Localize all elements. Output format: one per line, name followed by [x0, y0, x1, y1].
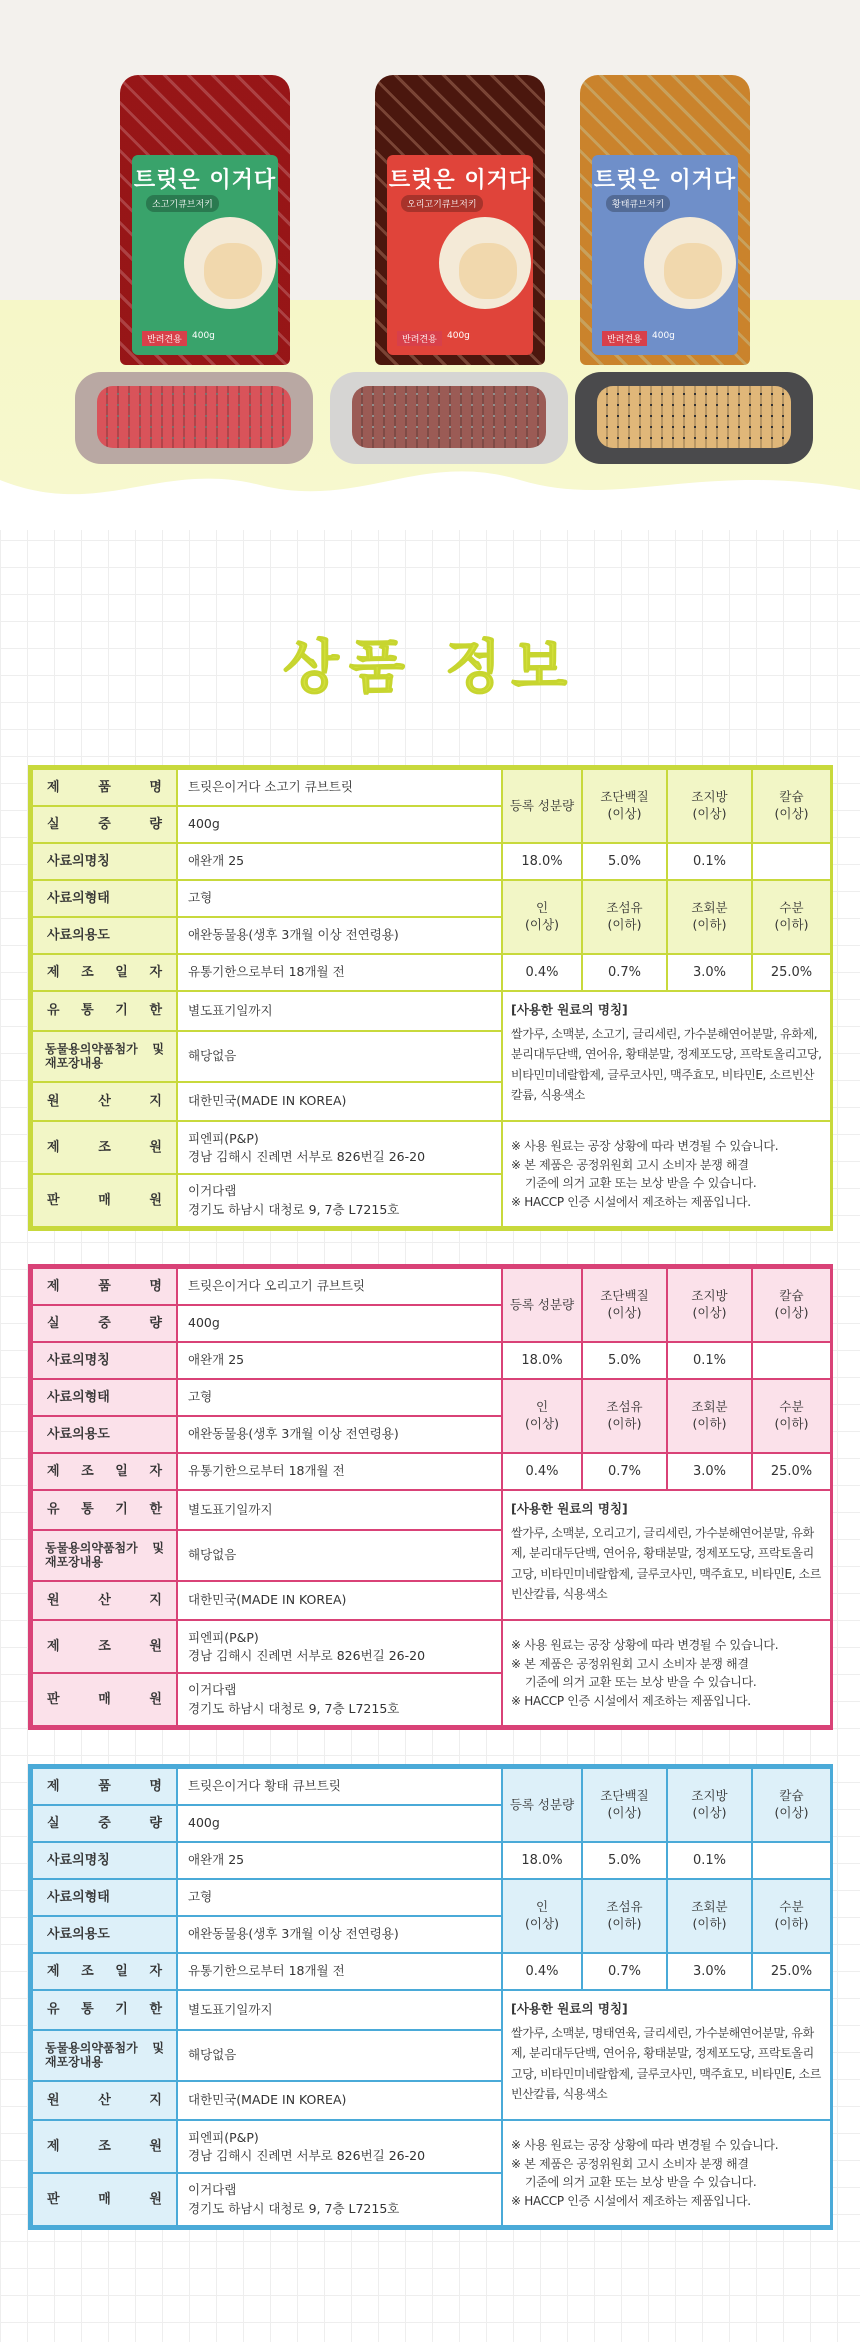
- seller-address: 경기도 하남시 대청로 9, 7층 L7215호: [188, 1700, 400, 1716]
- label-origin: 원 산 지: [32, 1581, 177, 1621]
- seller-address: 경기도 하남시 대청로 9, 7층 L7215호: [188, 2200, 400, 2216]
- nutrient-header-calcium: 칼슘 (이상): [752, 1268, 831, 1342]
- manufacturer-value: [177, 2120, 502, 2173]
- product-info-table-pollack: [28, 1764, 833, 2230]
- manufacturer-address: 경남 김해시 진례면 서부로 826번길 26-20: [188, 1647, 426, 1663]
- nutrient-header-calcium: 칼슘 (이상): [752, 769, 831, 843]
- bag-weight: 400g: [447, 331, 470, 341]
- origin-value: 대한민국(MADE IN KOREA): [177, 1581, 502, 1621]
- plate-treats: [97, 386, 291, 448]
- label-seller: 판 매 원: [32, 1673, 177, 1726]
- nutrient-value-fiber: 0.7%: [582, 1453, 667, 1490]
- additives-value: 해당없음: [177, 1031, 502, 1082]
- plate-treats: [352, 386, 546, 448]
- sheep-face-icon: [204, 243, 262, 299]
- registered-text: 등록 성분량: [509, 1296, 575, 1312]
- nutrient-value-ash: 3.0%: [667, 1953, 752, 1990]
- manufacturer-name: 피엔피(P&P): [188, 1130, 259, 1146]
- nutrient-value-protein: 18.0%: [502, 1842, 582, 1879]
- nutrient-header-fat: 조지방 (이상): [667, 769, 752, 843]
- label-feed-form: 사료의형태: [32, 880, 177, 917]
- product-name-value: 트릿은이거다 소고기 큐브트릿: [177, 769, 502, 806]
- product-name-value: 트릿은이거다 황태 큐브트릿: [177, 1768, 502, 1805]
- bag-weight-tag: 반려견용: [142, 331, 187, 346]
- nutrient-header-phosphorus: 인 (이상): [502, 1879, 582, 1953]
- label-registered-nutrients: [502, 769, 582, 843]
- ingredients-title: [사용한 원료의 명칭]: [511, 1500, 628, 1516]
- nutrient-value-fiber: 0.7%: [582, 1953, 667, 1990]
- notice-cell: [502, 1121, 831, 1227]
- ingredients-list: 쌀가루, 소맥분, 소고기, 글리세린, 가수분해연어분말, 유화제, 분리대두단백, 연어유, 황태분말, 정제포도당, 프락토올리고당, 비타민미네랄합제, 글루코사민, 맥주효모, 비타민E, 소르빈산칼륨, 식용색소: [511, 1026, 822, 1102]
- ingredients-list: 쌀가루, 소맥분, 명태연육, 글리세린, 가수분해연어분말, 유화제, 분리대두단백, 연어유, 황태분말, 정제포도당, 프락토올리고당, 비타민미네랄합제, 글루코사민, 맥주효모, 비타민E, 소르빈산칼륨, 식용색소: [511, 2025, 821, 2101]
- feed-name-value: 애완개 25: [177, 1342, 502, 1379]
- manufacturer-address: 경남 김해시 진례면 서부로 826번길 26-20: [188, 1148, 426, 1164]
- expiry-value: 별도표기일까지: [177, 991, 502, 1031]
- sheep-face-icon: [664, 243, 722, 299]
- mfg-date-value: 유통기한으로부터 18개월 전: [177, 1953, 502, 1990]
- nutrient-value-phosphorus: 0.4%: [502, 1953, 582, 1990]
- nutrient-header-fiber: 조섬유 (이하): [582, 880, 667, 954]
- nutrient-header-protein: 조단백질 (이상): [582, 1268, 667, 1342]
- bag-weight-tag: 반려견용: [602, 331, 647, 346]
- ingredients-cell: [502, 991, 831, 1122]
- label-registered-nutrients: [502, 1768, 582, 1842]
- label-feed-form: 사료의형태: [32, 1379, 177, 1416]
- label-origin: 원 산 지: [32, 2081, 177, 2121]
- product-bag: [375, 75, 545, 365]
- product-name-value: 트릿은이거다 오리고기 큐브트릿: [177, 1268, 502, 1305]
- feed-form-value: 고형: [177, 1379, 502, 1416]
- nutrient-header-calcium: 칼슘 (이상): [752, 1768, 831, 1842]
- label-additives: 동물용의약품첨가 및 재포장내용: [32, 2030, 177, 2081]
- label-weight: 실 중 량: [32, 806, 177, 843]
- nutrient-header-moisture: 수분 (이하): [752, 880, 831, 954]
- label-origin: 원 산 지: [32, 1082, 177, 1122]
- nutrient-header-moisture: 수분 (이하): [752, 1379, 831, 1453]
- seller-value: [177, 2173, 502, 2226]
- label-mfg-date: 제 조 일 자: [32, 1453, 177, 1490]
- nutrient-value-protein: 18.0%: [502, 1342, 582, 1379]
- label-product-name: 제 품 명: [32, 1268, 177, 1305]
- seller-address: 경기도 하남시 대청로 9, 7층 L7215호: [188, 1201, 400, 1217]
- nutrient-value-calcium: 0.1%: [667, 1842, 752, 1879]
- nutrient-header-ash: 조회분 (이하): [667, 1879, 752, 1953]
- bag-brand: 트릿은 이거다: [388, 168, 532, 193]
- label-product-name: 제 품 명: [32, 1768, 177, 1805]
- ingredients-cell: [502, 1990, 831, 2121]
- notice-cell: [502, 1620, 831, 1726]
- label-expiry: 유 통 기 한: [32, 1490, 177, 1530]
- mfg-date-value: 유통기한으로부터 18개월 전: [177, 954, 502, 991]
- label-registered-nutrients: [502, 1268, 582, 1342]
- label-feed-form: 사료의형태: [32, 1879, 177, 1916]
- label-feed-use: 사료의용도: [32, 1916, 177, 1953]
- product-bag: [580, 75, 750, 365]
- nutrient-value-ash: 3.0%: [667, 1453, 752, 1490]
- sheep-face-icon: [459, 243, 517, 299]
- ingredients-title: [사용한 원료의 명칭]: [511, 1001, 628, 1017]
- expiry-value: 별도표기일까지: [177, 1490, 502, 1530]
- notice-line: ※ 본 제품은 공정위원회 고시 소비자 분쟁 해결: [511, 1157, 749, 1172]
- nutrient-value-fiber: 0.7%: [582, 954, 667, 991]
- label-expiry: 유 통 기 한: [32, 1990, 177, 2030]
- bag-subtitle: 오리고기큐브저키: [401, 195, 483, 212]
- nutrient-value-protein: 18.0%: [502, 843, 582, 880]
- nutrient-header-fat: 조지방 (이상): [667, 1268, 752, 1342]
- label-feed-use: 사료의용도: [32, 1416, 177, 1453]
- notice-line: ※ 본 제품은 공정위원회 고시 소비자 분쟁 해결: [511, 2156, 749, 2171]
- nutrient-value-moisture: 25.0%: [752, 1953, 831, 1990]
- nutrient-header-protein: 조단백질 (이상): [582, 1768, 667, 1842]
- origin-value: 대한민국(MADE IN KOREA): [177, 1082, 502, 1122]
- hero-product-photo: [0, 0, 860, 530]
- feed-form-value: 고형: [177, 880, 502, 917]
- registered-text: 등록 성분량: [509, 1796, 575, 1812]
- ingredients-list: 쌀가루, 소맥분, 오리고기, 글리세린, 가수분해연어분말, 유화제, 분리대두단백, 연어유, 황태분말, 정제포도당, 프락토올리고당, 비타민미네랄합제, 글루코사민, 맥주효모, 비타민E, 소르빈산칼륨, 식용색소: [511, 1525, 821, 1601]
- notice-line: 기준에 의거 교환 또는 보상 받을 수 있습니다.: [525, 2175, 757, 2190]
- nutrient-header-ash: 조회분 (이하): [667, 880, 752, 954]
- label-seller: 판 매 원: [32, 1174, 177, 1227]
- expiry-value: 별도표기일까지: [177, 1990, 502, 2030]
- seller-value: [177, 1174, 502, 1227]
- nutrient-header-phosphorus: 인 (이상): [502, 880, 582, 954]
- seller-name: 이거다랩: [188, 1183, 237, 1199]
- notice-line: 기준에 의거 교환 또는 보상 받을 수 있습니다.: [525, 1176, 757, 1191]
- seller-value: [177, 1673, 502, 1726]
- notice-line: ※ HACCP 인증 시설에서 제조하는 제품입니다.: [511, 2193, 751, 2208]
- nutrient-value-moisture: 25.0%: [752, 1453, 831, 1490]
- bag-weight: 400g: [652, 331, 675, 341]
- label-feed-name: 사료의명칭: [32, 1842, 177, 1879]
- bag-weight: 400g: [192, 331, 215, 341]
- ingredients-cell: [502, 1490, 831, 1621]
- feed-name-value: 애완개 25: [177, 843, 502, 880]
- nutrient-header-fat: 조지방 (이상): [667, 1768, 752, 1842]
- bag-label: [132, 155, 278, 355]
- nutrient-value-phosphorus: 0.4%: [502, 954, 582, 991]
- nutrient-value-fat: 5.0%: [582, 1842, 667, 1879]
- product-bag: [120, 75, 290, 365]
- feed-use-value: 애완동물용(생후 3개월 이상 전연령용): [177, 1916, 502, 1953]
- nutrient-value-ash: 3.0%: [667, 954, 752, 991]
- ingredients-title: [사용한 원료의 명칭]: [511, 2000, 628, 2016]
- nutrient-value-phosphorus: 0.4%: [502, 1453, 582, 1490]
- weight-value: 400g: [177, 1805, 502, 1842]
- label-weight: 실 중 량: [32, 1805, 177, 1842]
- seller-name: 이거다랩: [188, 1682, 237, 1698]
- feed-use-value: 애완동물용(생후 3개월 이상 전연령용): [177, 917, 502, 954]
- nutrient-header-protein: 조단백질 (이상): [582, 769, 667, 843]
- label-manufacturer: 제 조 원: [32, 1121, 177, 1174]
- additives-value: 해당없음: [177, 2030, 502, 2081]
- hero-wave-divider: [0, 440, 860, 530]
- mfg-date-value: 유통기한으로부터 18개월 전: [177, 1453, 502, 1490]
- label-seller: 판 매 원: [32, 2173, 177, 2226]
- label-weight: 실 중 량: [32, 1305, 177, 1342]
- feed-name-value: 애완개 25: [177, 1842, 502, 1879]
- label-manufacturer: 제 조 원: [32, 1620, 177, 1673]
- label-expiry: 유 통 기 한: [32, 991, 177, 1031]
- label-additives: 동물용의약품첨가 및 재포장내용: [32, 1530, 177, 1581]
- seller-name: 이거다랩: [188, 2182, 237, 2198]
- notice-line: ※ HACCP 인증 시설에서 제조하는 제품입니다.: [511, 1194, 751, 1209]
- label-manufacturer: 제 조 원: [32, 2120, 177, 2173]
- nutrient-value-calcium: 0.1%: [667, 1342, 752, 1379]
- nutrient-header-ash: 조회분 (이하): [667, 1379, 752, 1453]
- label-additives: 동물용의약품첨가 및 재포장내용: [32, 1031, 177, 1082]
- bag-label: [387, 155, 533, 355]
- nutrient-header-moisture: 수분 (이하): [752, 1879, 831, 1953]
- label-feed-name: 사료의명칭: [32, 843, 177, 880]
- notice-cell: [502, 2120, 831, 2226]
- page-title: 상품 정보: [282, 633, 578, 701]
- manufacturer-value: [177, 1620, 502, 1673]
- product-info-table-duck: [28, 1264, 833, 1730]
- label-mfg-date: 제 조 일 자: [32, 1953, 177, 1990]
- plate-treats: [597, 386, 791, 448]
- bag-weight-tag: 반려견용: [397, 331, 442, 346]
- notice-line: 기준에 의거 교환 또는 보상 받을 수 있습니다.: [525, 1675, 757, 1690]
- bag-subtitle: 소고기큐브저키: [146, 195, 219, 212]
- product-info-table-beef: [28, 765, 833, 1231]
- manufacturer-name: 피엔피(P&P): [188, 2129, 259, 2145]
- label-product-name: 제 품 명: [32, 769, 177, 806]
- nutrient-value-fat: 5.0%: [582, 843, 667, 880]
- notice-line: ※ 본 제품은 공정위원회 고시 소비자 분쟁 해결: [511, 1656, 749, 1671]
- nutrient-header-fiber: 조섬유 (이하): [582, 1879, 667, 1953]
- manufacturer-name: 피엔피(P&P): [188, 1629, 259, 1645]
- nutrient-header-phosphorus: 인 (이상): [502, 1379, 582, 1453]
- label-feed-name: 사료의명칭: [32, 1342, 177, 1379]
- notice-line: ※ 사용 원료는 공장 상황에 따라 변경될 수 있습니다.: [511, 1138, 779, 1153]
- notice-line: ※ 사용 원료는 공장 상황에 따라 변경될 수 있습니다.: [511, 1637, 779, 1652]
- nutrient-value-fat: 5.0%: [582, 1342, 667, 1379]
- additives-value: 해당없음: [177, 1530, 502, 1581]
- bag-brand: 트릿은 이거다: [593, 168, 737, 193]
- nutrient-value-calcium: 0.1%: [667, 843, 752, 880]
- label-mfg-date: 제 조 일 자: [32, 954, 177, 991]
- feed-form-value: 고형: [177, 1879, 502, 1916]
- registered-text: 등록 성분량: [509, 797, 575, 813]
- nutrient-header-fiber: 조섬유 (이하): [582, 1379, 667, 1453]
- nutrient-value-moisture: 25.0%: [752, 954, 831, 991]
- weight-value: 400g: [177, 806, 502, 843]
- bag-brand: 트릿은 이거다: [133, 168, 277, 193]
- label-feed-use: 사료의용도: [32, 917, 177, 954]
- notice-line: ※ 사용 원료는 공장 상황에 따라 변경될 수 있습니다.: [511, 2137, 779, 2152]
- weight-value: 400g: [177, 1305, 502, 1342]
- bag-subtitle: 황태큐브저키: [606, 195, 670, 212]
- origin-value: 대한민국(MADE IN KOREA): [177, 2081, 502, 2121]
- feed-use-value: 애완동물용(생후 3개월 이상 전연령용): [177, 1416, 502, 1453]
- manufacturer-address: 경남 김해시 진례면 서부로 826번길 26-20: [188, 2147, 426, 2163]
- notice-line: ※ HACCP 인증 시설에서 제조하는 제품입니다.: [511, 1693, 751, 1708]
- bag-label: [592, 155, 738, 355]
- manufacturer-value: [177, 1121, 502, 1174]
